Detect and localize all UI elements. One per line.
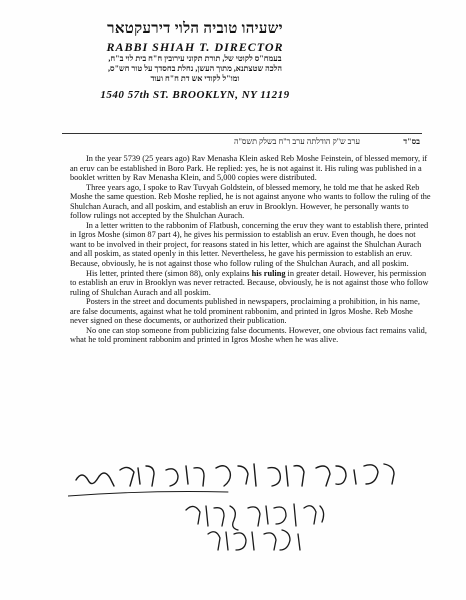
paragraph-1: In the year 5739 (25 years ago) Rav Menasha Klein asked Reb Moshe Feinstein, of blessed memory, if an eruv can be established in Boro Park. He replied: yes, he is not against it. His ruling was published in a booklet written by Rav Menasha Klein, and 5,000 copies were distributed. xyxy=(70,154,428,183)
letterhead-address: 1540 57th ST. BROOKLYN, NY 11219 xyxy=(100,89,290,101)
letterhead-subtitle-2: הלכה שטצתנא, מתוך העשן, נחלת בחסדך על טור חש"ס, xyxy=(108,64,282,73)
letterhead xyxy=(60,20,330,102)
paragraph-6: No one can stop someone from publicizing false documents. However, one obvious fact remains valid, what he told prominent rabbonim and printed in Igros Moshe when he was alive. xyxy=(70,325,427,345)
paragraph-3: In a letter written to the rabbonim of Flatbush, concerning the eruv they want to establish there, printed in Igros Moshe (simon 87 part 4), he gives his permission to establish an eruv. Even though, he does not want to be involved in their project, for reasons stated in his letter, which are against the Shulchan Aurach and all poskim, as stated openly in this letter. Nevertheless, he gave his permission to establish an eruv. Because, obviously, he is not against those who follow ruling of the Shulchan Aurach, and all poskim. xyxy=(70,220,429,269)
letterhead-subtitle-1: בעמח"ס לקוטי של, תורת תקוני עירובין ח"ח בית לוי ב"ח, xyxy=(108,54,282,63)
paragraph-5: Posters in the street and documents published in newspapers, proclaiming a prohibition, in his name, are false documents, against what he told prominent rabbonim, and printed in Igros Moshe. Reb Moshe never signed on these documents, or authorized their publication. xyxy=(70,297,420,326)
letterhead-subtitle-3: ומו"ל לקודי אש דת ח"ח ועוד xyxy=(150,74,240,83)
paragraph-4-text-a: His letter, printed there (simon 88), only explains xyxy=(86,268,252,278)
letter-body xyxy=(70,154,432,345)
letterhead-divider xyxy=(62,133,422,134)
paragraph-2: Three years ago, I spoke to Rav Tuvyah Goldstein, of blessed memory, he told me that he asked Reb Moshe the same question. Reb Moshe replied, he is not against anyone who wants to follow the ruling of the Shulchan Aurach, and all poskim, and establish an eruv in Brooklyn. However, he personally wants to follow rulings not accepted by the Shulchan Aurach. xyxy=(70,182,431,221)
paragraph-4-text-b: in greater detail. However, his permission to establish an eruv in Brooklyn was never retracted. Because, obviously, he is not against those who follow ruling of Shulchan Aurach and all poskim. xyxy=(70,268,429,297)
hebrew-date-line: ערב ש"ק הודלתה ערב ר"ח בשלק תשס"ה xyxy=(234,137,360,146)
paragraph-4-bold: his ruling xyxy=(251,268,286,278)
paragraph-4 xyxy=(70,269,432,298)
handwritten-signature xyxy=(68,456,448,576)
bsd-mark: בס"ד xyxy=(403,137,420,146)
letterhead-hebrew-name: ישעיהו טוביה הלוי דירעקטאר xyxy=(107,21,283,37)
letterhead-english-name: RABBI SHIAH T. DIRECTOR xyxy=(106,40,284,54)
